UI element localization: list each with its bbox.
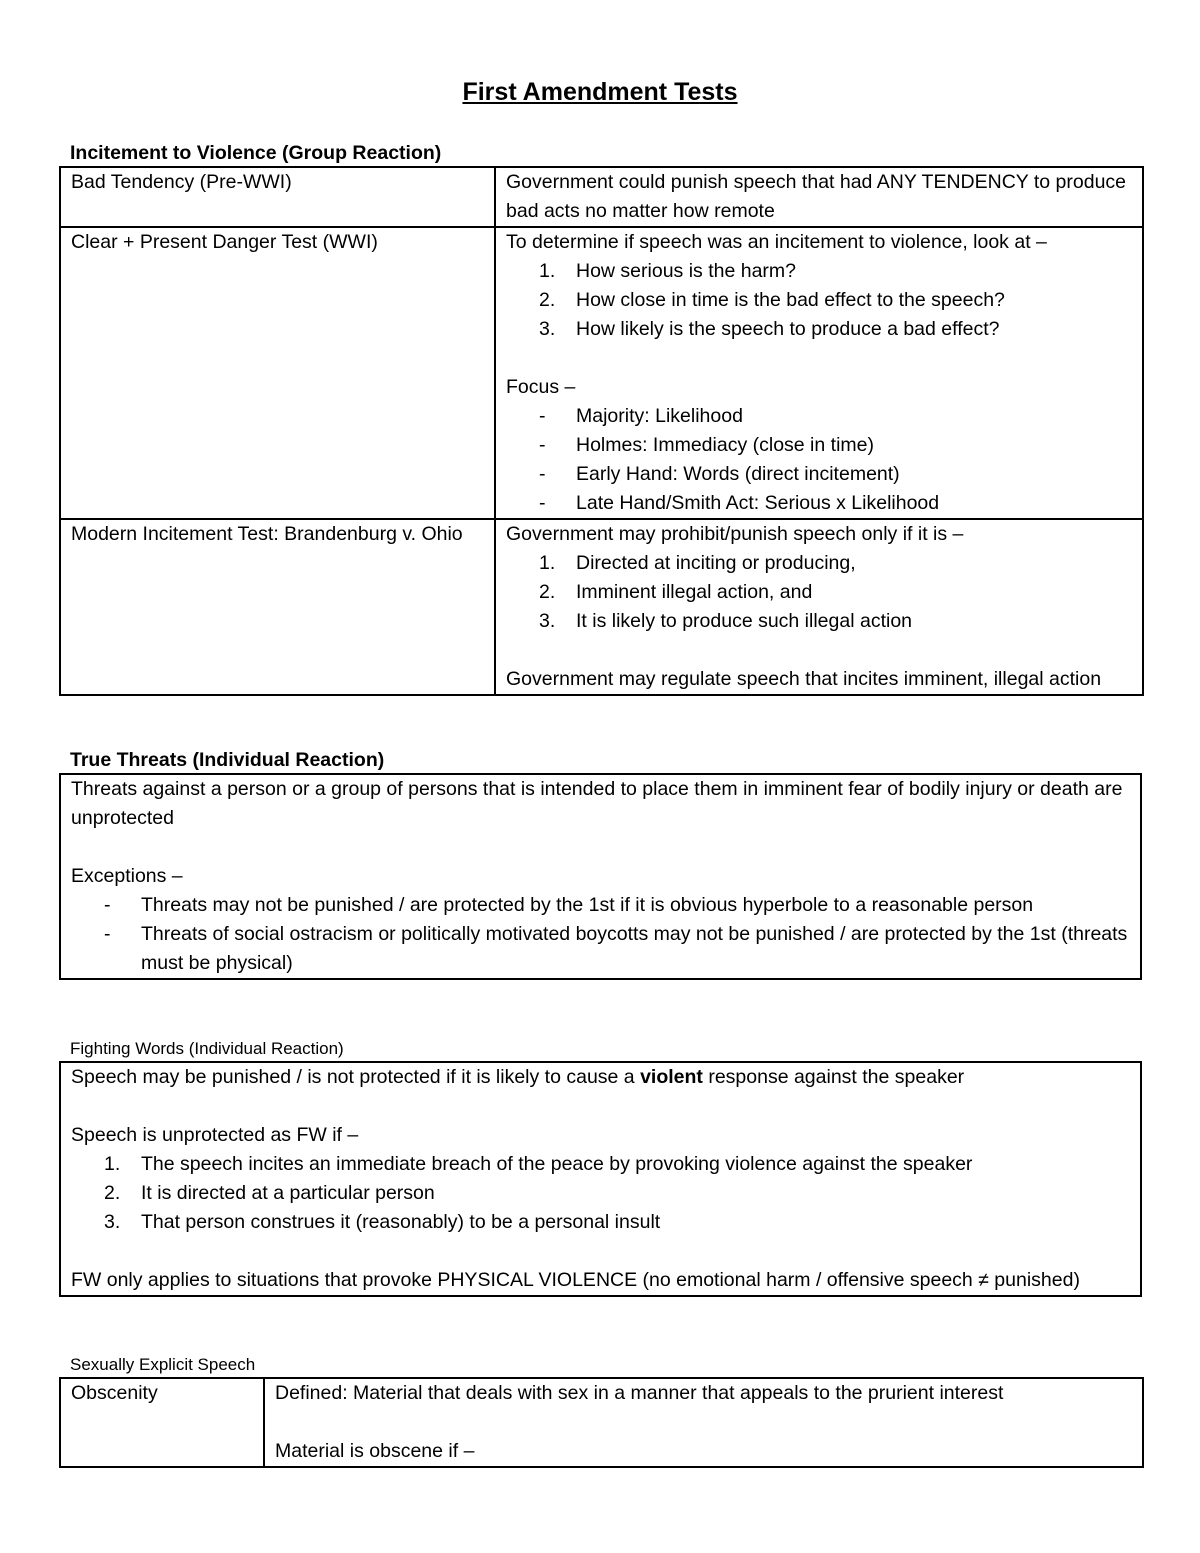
fw-note: FW only applies to situations that provoke PHYSICAL VIOLENCE (no emotional harm / offensive speech ≠ punished) (71, 1269, 1080, 1291)
true-threats-definition: Threats against a person or a group of persons that is intended to place them in imminent fear of bodily injury or death are unprotected (71, 778, 1123, 829)
cpd-intro: To determine if speech was an incitement to violence, look at – (506, 231, 1047, 253)
list-item: 1. The speech incites an immediate breach of the peace by provoking violence against the speaker (104, 1153, 973, 1175)
list-item: - Late Hand/Smith Act: Serious x Likelihood (539, 492, 940, 514)
brandenburg-elements (506, 549, 1132, 636)
fighting-words-heading: Fighting Words (Individual Reaction) (70, 1039, 344, 1058)
clear-present-danger-label: Clear + Present Danger Test (WWI) (60, 227, 495, 519)
list-item: - Early Hand: Words (direct incitement) (539, 463, 900, 485)
fighting-words-box (59, 1061, 1142, 1297)
true-threats-heading: True Threats (Individual Reaction) (70, 749, 385, 771)
brandenburg-text (495, 519, 1143, 695)
clear-present-danger-text (495, 227, 1143, 519)
incitement-table (59, 166, 1144, 696)
list-item: 3. It is likely to produce such illegal action (539, 610, 913, 632)
table-row (60, 519, 1143, 695)
true-threats-box (59, 773, 1142, 980)
sexual-speech-table (59, 1377, 1144, 1468)
list-item: - Threats of social ostracism or politically motivated boycotts may not be punished / are protected by the 1st (threats must be physical) (104, 923, 1128, 974)
page-title: First Amendment Tests (462, 78, 738, 106)
list-item: 2. How close in time is the bad effect to the speech? (539, 289, 1005, 311)
obscenity-label: Obscenity (60, 1378, 264, 1467)
table-row (60, 1378, 1143, 1467)
bad-tendency-label: Bad Tendency (Pre-WWI) (60, 167, 495, 227)
fw-conditions (71, 1150, 1130, 1237)
brandenburg-label: Modern Incitement Test: Brandenburg v. Ohio (60, 519, 495, 695)
list-item: 2. It is directed at a particular person (104, 1182, 435, 1204)
cpd-questions (506, 257, 1132, 344)
table-row (60, 227, 1143, 519)
fighting-words-definition: Speech may be punished / is not protected if it is likely to cause a violent response against the speaker (71, 1066, 965, 1088)
list-item: 1. How serious is the harm? (539, 260, 797, 282)
table-row (60, 167, 1143, 227)
list-item: - Holmes: Immediacy (close in time) (539, 434, 874, 456)
sexual-speech-heading: Sexually Explicit Speech (70, 1355, 256, 1374)
list-item: 1. Directed at inciting or producing, (539, 552, 856, 574)
brandenburg-summary: Government may regulate speech that incites imminent, illegal action (506, 668, 1102, 690)
exceptions-label: Exceptions – (71, 865, 183, 887)
list-item: 3. That person construes it (reasonably) to be a personal insult (104, 1211, 661, 1233)
brandenburg-intro: Government may prohibit/punish speech only if it is – (506, 523, 964, 545)
list-item: - Majority: Likelihood (539, 405, 743, 427)
incitement-heading: Incitement to Violence (Group Reaction) (70, 142, 442, 164)
unprotected-label: Speech is unprotected as FW if – (71, 1124, 359, 1146)
obscenity-defined: Defined: Material that deals with sex in a manner that appeals to the prurient interest (275, 1382, 1004, 1404)
cpd-focus-label: Focus – (506, 376, 576, 398)
list-item: 3. How likely is the speech to produce a bad effect? (539, 318, 1000, 340)
obscene-if: Material is obscene if – (275, 1440, 475, 1462)
obscenity-text (264, 1378, 1143, 1467)
list-item: - Threats may not be punished / are protected by the 1st if it is obvious hyperbole to a reasonable person (104, 894, 1034, 916)
cpd-focus-list (506, 402, 1132, 518)
bad-tendency-text: Government could punish speech that had ANY TENDENCY to produce bad acts no matter how remote (495, 167, 1143, 227)
list-item: 2. Imminent illegal action, and (539, 581, 813, 603)
exceptions-list (71, 891, 1130, 978)
